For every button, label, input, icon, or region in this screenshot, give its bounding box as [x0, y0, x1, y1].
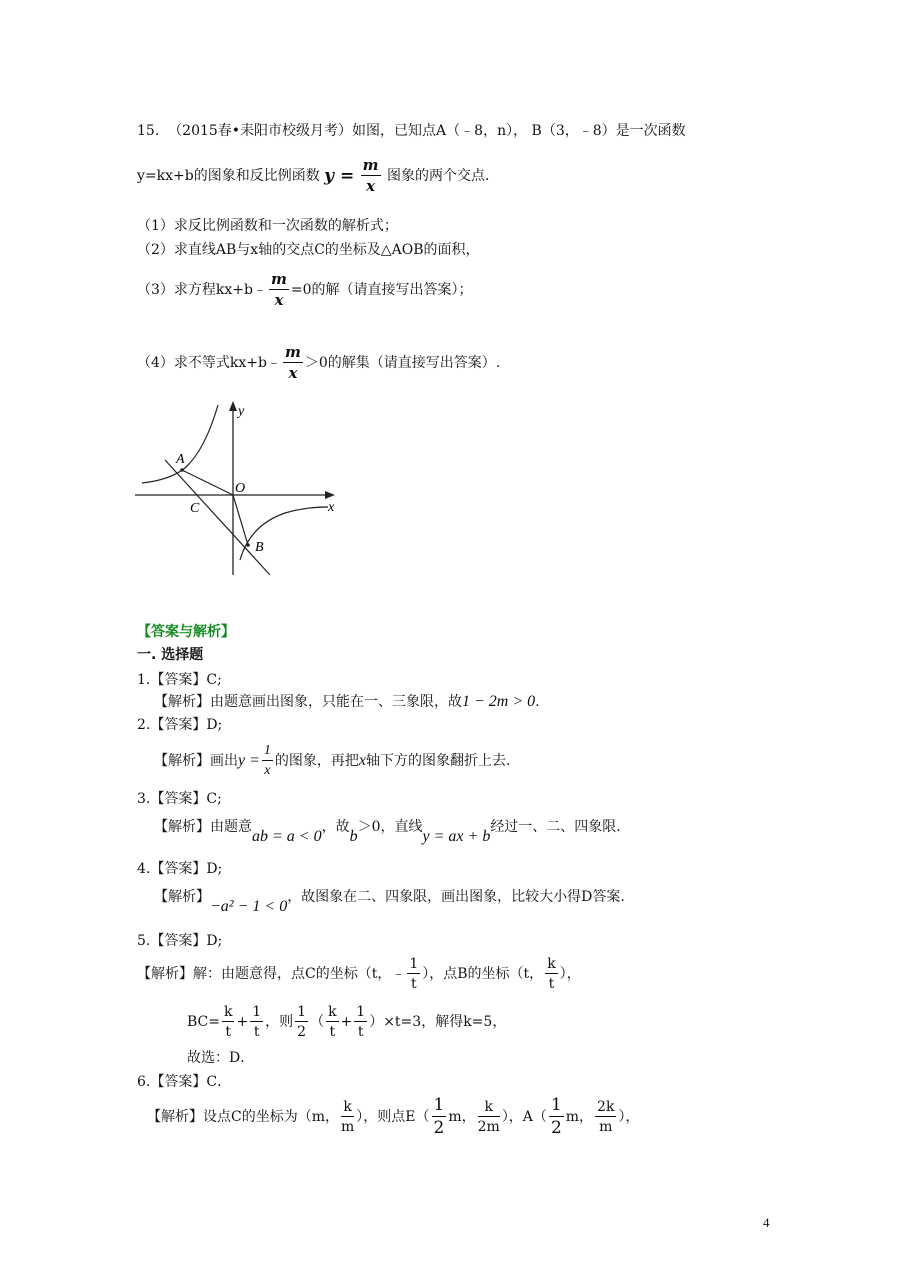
- sub3-fraction: $\frac{m}{x}$: [270, 270, 287, 309]
- label-o: O: [235, 481, 246, 496]
- answer-6: 6.【答案】C．: [137, 1074, 232, 1090]
- answer-5: 5.【答案】D;: [137, 933, 223, 949]
- label-x: x: [328, 500, 335, 515]
- question-line-1: 15. （2015春•耒阳市校级月考）如图，已知点A（﹣8，n）， B（3，﹣8）是一次函数: [137, 123, 686, 139]
- segment-oa: [182, 470, 233, 495]
- label-b: B: [255, 540, 264, 555]
- answer-3: 3.【答案】C;: [137, 791, 222, 807]
- sub-question-2: （2）求直线AB与x轴的交点C的坐标及△AOB的面积，: [137, 242, 480, 258]
- explanation-4: 【解析】−a² − 1 < 0，故图象在二、四象限，画出图象，比较大小得D答案.: [154, 889, 625, 915]
- explanation-5-line-3: 故选：D．: [187, 1050, 255, 1066]
- question-line-2: [137, 158, 499, 194]
- label-c: C: [190, 501, 200, 516]
- explanation-5-line-2: BC= $\frac{k}{t}$ + $\frac{1}{t}$ ，则 $\frac{1}{2}$ （ $\frac{k}{t}$ + $\frac{1}{t}$ ）×t=3，解得k=5，: [187, 1004, 507, 1040]
- sub-question-4: （4）求不等式kx+b﹣ $\frac{m}{x}$ ＞0的解集（请直接写出答案）.: [137, 343, 501, 382]
- page-number: 4: [763, 1215, 770, 1230]
- sub-question-3: （3）求方程kx+b﹣ $\frac{m}{x}$ =0的解（请直接写出答案）；: [137, 270, 473, 309]
- section-title: 一. 选择题: [137, 647, 204, 663]
- explanation-3: 【解析】由题意ab = a < 0，故b＞0，直线y = ax + b经过一、二、四象限.: [154, 819, 621, 845]
- explanation-1: 【解析】由题意画出图象，只能在一、三象限，故1 − 2m > 0.: [154, 693, 540, 710]
- answer-header: 【答案与解析】: [137, 624, 235, 640]
- sub-question-1: （1）求反比例函数和一次函数的解析式；: [137, 218, 398, 234]
- sub4-fraction: $\frac{m}{x}$: [284, 343, 301, 382]
- hyperbola-right-branch: [240, 507, 328, 560]
- explanation-2: 【解析】画出y = $\frac{1}{x}$ 的图象，再把x轴下方的图象翻折上去.: [154, 743, 511, 778]
- formula-fraction: $\frac{m}{x}$: [362, 156, 379, 195]
- label-a: A: [176, 452, 185, 467]
- answer-4: 4.【答案】D;: [137, 861, 223, 877]
- hyperbola-left-branch: [142, 405, 218, 483]
- formula-lhs: y =: [324, 166, 355, 186]
- answer-1: 1.【答案】C;: [137, 672, 222, 688]
- line-ab: [165, 460, 270, 575]
- y-axis-arrow: [229, 401, 237, 411]
- explanation-6: 【解析】设点C的坐标为（m， $\frac{k}{m}$ ），则点E（ $\frac{1}{2}$ m， $\frac{k}{2m}$ ），A（ $\frac{1}{2}$ m， $\frac{2k}{m}$ ），: [147, 1095, 640, 1138]
- explanation-5-line-1: 【解析】解：由题意得，点C的坐标（t，﹣ $\frac{1}{t}$ ），点B的坐标（t， $\frac{k}{t}$ ），: [137, 956, 581, 992]
- point-b: [246, 543, 250, 547]
- function-graph: [130, 395, 350, 585]
- question-line-2-tail: 图象的两个交点．: [387, 168, 499, 184]
- label-y: y: [238, 404, 245, 419]
- point-a: [180, 468, 184, 472]
- question-line-2-text: y=kx+b的图象和反比例函数: [137, 168, 320, 184]
- answer-2: 2.【答案】D;: [137, 717, 223, 733]
- x-axis-arrow: [325, 491, 335, 499]
